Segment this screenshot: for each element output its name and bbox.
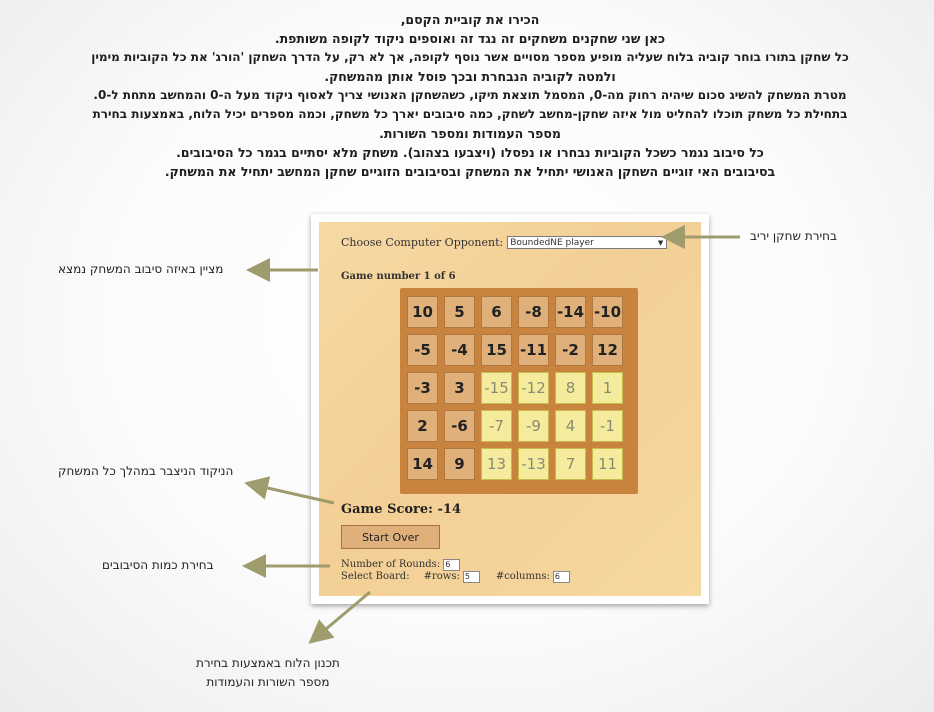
opponent-label: Choose Computer Opponent: [341, 236, 504, 249]
instructions-line: בסיבובים האי זוגיים השחקן האנושי יתחיל את המשחק ובסיבובים הזוגיים שחקן המחשב יתחיל את המשחק. [164, 164, 776, 179]
instructions-line: כל סיבוב נגמר כשכל הקוביות נבחרו או נפסלו (ויצבעו בצהוב). משחק מלא יסתיים בגמר כל הסיבובים. [176, 145, 764, 160]
opponent-select-value: BoundedNE player [510, 238, 594, 248]
rounds-label: Number of Rounds: [341, 559, 441, 570]
board-cell: -14 [555, 296, 586, 328]
board-cell[interactable]: 1 [592, 372, 623, 404]
board-cell[interactable]: -15 [481, 372, 512, 404]
board-cell: -11 [518, 334, 549, 366]
board-cell[interactable]: 4 [555, 410, 586, 442]
board-cell[interactable]: 13 [481, 448, 512, 480]
start-over-button[interactable]: Start Over [341, 525, 440, 549]
board-cell[interactable]: -7 [481, 410, 512, 442]
annotation-rounds: בחירת כמות הסיבובים [102, 558, 214, 572]
game-number: Game number 1 of 6 [341, 271, 456, 282]
arrow-score [250, 484, 334, 503]
instructions-line: מספר העמודות ומספר השורות. [379, 126, 561, 141]
arrow-board [313, 592, 370, 640]
board-cell: 2 [407, 410, 438, 442]
board-cell: 5 [444, 296, 475, 328]
columns-input[interactable]: 6 [553, 571, 570, 583]
annotation-board-line: מספר השורות והעמודות [206, 675, 330, 689]
annotation-opponent: בחירת שחקן יריב [750, 229, 837, 243]
board-cell: -6 [444, 410, 475, 442]
board-cell: -4 [444, 334, 475, 366]
board-cell: -5 [407, 334, 438, 366]
board-cell: 14 [407, 448, 438, 480]
select-board-label: Select Board: [341, 571, 410, 582]
instructions-line: מטרת המשחק להשיג סכום שיהיה רחוק מה-0, המסמל תוצאת תיקו, כשהשחקן האנושי צריך לאסוף ניקוד מעל ה-0 והמחשב מתחת ל-0. [93, 88, 847, 102]
board-cell: 6 [481, 296, 512, 328]
instructions-line: בתחילת כל משחק תוכלו להחליט מול איזה שחקן-מחשב לשחק, כמה סיבובים יארך כל משחק, וכמה מספרים יכיל הלוח, באמצעות בחירת [92, 107, 848, 121]
board-cell: -2 [555, 334, 586, 366]
rounds-input[interactable]: 6 [443, 559, 460, 571]
annotation-round: מציין באיזה סיבוב המשחק נמצא [58, 262, 224, 276]
board-cell: -8 [518, 296, 549, 328]
annotation-board-line: תכנון הלוח באמצעות בחירת [196, 656, 340, 670]
board-cell[interactable]: 7 [555, 448, 586, 480]
rows-label: #rows: [423, 571, 460, 582]
annotation-board [196, 654, 340, 692]
columns-label: #columns: [495, 571, 550, 582]
instructions-line: הכירו את קוביית הקסם, [400, 12, 540, 27]
board-cell: -10 [592, 296, 623, 328]
instructions-line: כל שחקן בתורו בוחר קוביה בלוח שעליה מופיע מספר מסויים אשר נוסף לקופה, אך לא רק, על הדרך השחקן 'הורג' את כל הקוביות מימין [91, 50, 849, 64]
board-cell[interactable]: -1 [592, 410, 623, 442]
annotation-score: הניקוד הניצבר במהלך כל המשחק [58, 464, 234, 478]
game-score: Game Score: -14 [341, 502, 461, 517]
board-cell: 12 [592, 334, 623, 366]
instructions-line: כאן שני שחקנים משחקים זה נגד זה ואוספים ניקוד לקופה משותפת. [274, 31, 666, 46]
board-cell: -3 [407, 372, 438, 404]
board-cell[interactable]: -9 [518, 410, 549, 442]
board-cell: 9 [444, 448, 475, 480]
board-cell: 15 [481, 334, 512, 366]
dropdown-arrow-icon: ▼ [657, 239, 664, 247]
board-cell: 3 [444, 372, 475, 404]
board-cell: 10 [407, 296, 438, 328]
board-cell[interactable]: 8 [555, 372, 586, 404]
board-cell[interactable]: -12 [518, 372, 549, 404]
board-cell[interactable]: 11 [592, 448, 623, 480]
instructions-line: ולמטה לקוביה הנבחרת ובכך פוסל אותן מהמשחק. [324, 69, 616, 84]
board-cell[interactable]: -13 [518, 448, 549, 480]
rows-input[interactable]: 5 [463, 571, 480, 583]
